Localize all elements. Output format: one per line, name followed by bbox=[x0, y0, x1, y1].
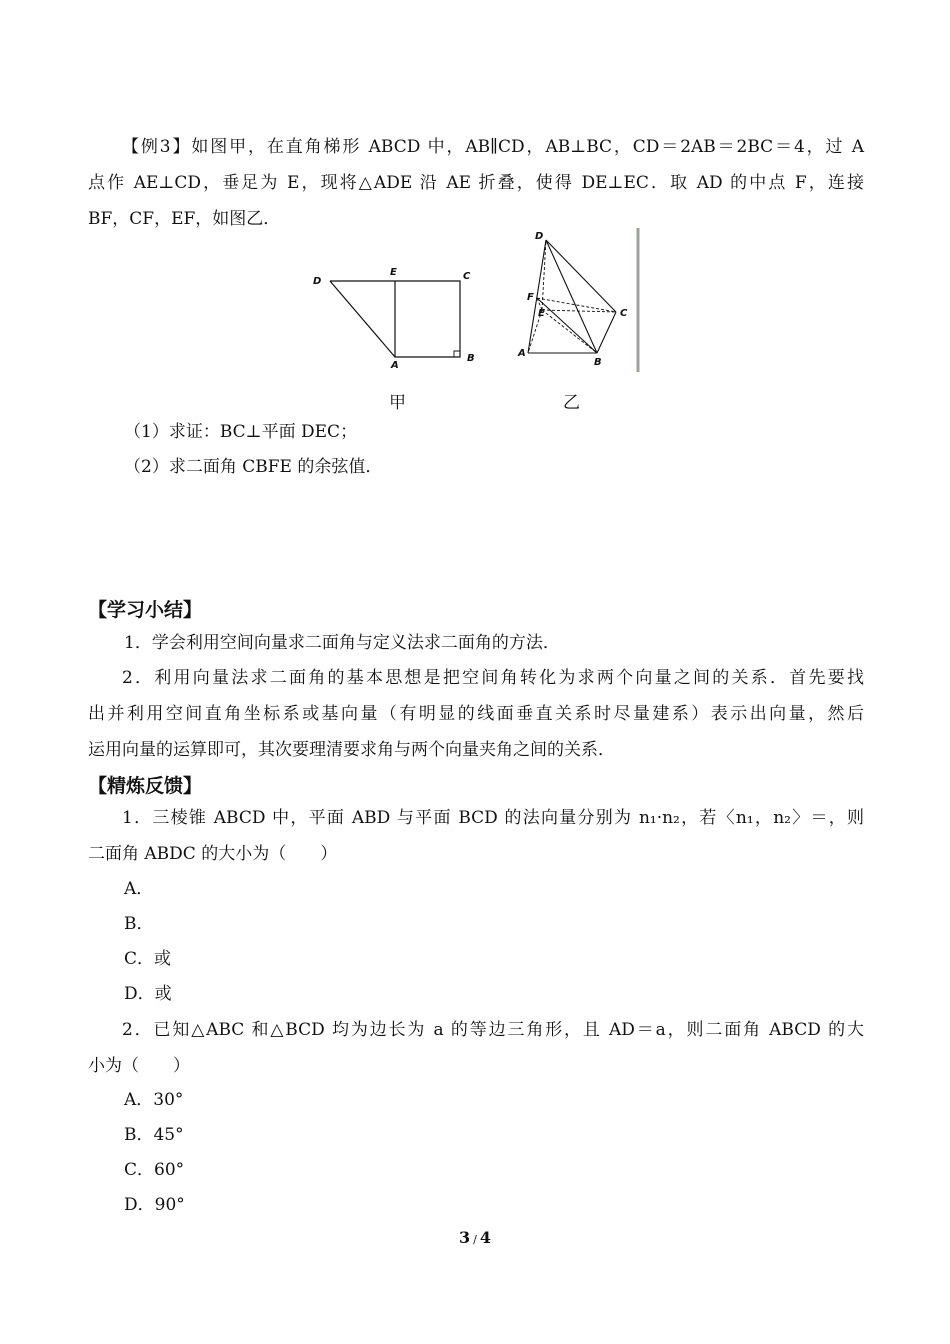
practice-q2-option-c: C．60° bbox=[124, 1160, 185, 1180]
summary-item1: 1．学会利用空间向量求二面角与定义法求二面角的方法． bbox=[124, 633, 560, 653]
page-number bbox=[0, 1228, 950, 1247]
example3-line2: 点作 AE⊥CD，垂足为 E，现将△ADE 沿 AE 折叠，使得 DE⊥EC．取 AD 的中点 F，连接 bbox=[88, 173, 864, 193]
summary-item2-line3: 运用向量的运算即可，其次要理清要求角与两个向量夹角之间的关系． bbox=[88, 740, 615, 760]
practice-q2-line2: 小为（ ） bbox=[88, 1056, 190, 1076]
summary-item2-line2: 出并利用空间直角坐标系或基向量（有明显的线面垂直关系时尽量建系）表示出向量，然后 bbox=[88, 704, 864, 724]
caption-yi: 乙 bbox=[563, 393, 580, 413]
practice-heading: 【精炼反馈】 bbox=[88, 775, 203, 797]
label-yi-F: F bbox=[527, 292, 534, 303]
practice-q2-option-a: A．30° bbox=[124, 1090, 184, 1110]
practice-q1-option-c: C．或 bbox=[124, 949, 172, 969]
summary-item2-line1: 2．利用向量法求二面角的基本思想是把空间角转化为求两个向量之间的关系．首先要找 bbox=[122, 668, 864, 688]
practice-q2-option-d: D．90° bbox=[124, 1195, 185, 1215]
example3-question2: （2）求二面角 CBFE 的余弦值． bbox=[124, 457, 383, 477]
label-jia-B: B bbox=[467, 353, 475, 364]
page-separator: / bbox=[473, 1233, 477, 1246]
practice-q2-line1: 2．已知△ABC 和△BCD 均为边长为 a 的等边三角形，且 AD＝a，则二面角 ABCD 的大 bbox=[122, 1020, 864, 1040]
label-yi-E: E bbox=[538, 308, 545, 319]
label-yi-D: D bbox=[535, 231, 544, 242]
label-jia-D: D bbox=[313, 276, 322, 287]
practice-q2-option-b: B．45° bbox=[124, 1125, 184, 1145]
page-total: 4 bbox=[479, 1228, 491, 1247]
summary-heading: 【学习小结】 bbox=[88, 599, 203, 621]
label-jia-C: C bbox=[463, 271, 471, 282]
practice-q1-option-d: D．或 bbox=[124, 984, 172, 1004]
label-yi-B: B bbox=[594, 357, 602, 368]
label-yi-C: C bbox=[620, 308, 628, 319]
practice-q1-line1: 1．三棱锥 ABCD 中，平面 ABD 与平面 BCD 的法向量分别为 n₁·n₂，若〈n₁，n₂〉＝，则 bbox=[122, 808, 864, 828]
caption-jia: 甲 bbox=[389, 393, 406, 413]
label-yi-A: A bbox=[518, 348, 526, 359]
example3-line3: BF，CF，EF，如图乙． bbox=[88, 209, 281, 229]
page-current: 3 bbox=[459, 1228, 471, 1247]
figure-yi bbox=[510, 226, 645, 374]
label-jia-A: A bbox=[391, 360, 399, 371]
practice-q1-option-b: B． bbox=[124, 914, 154, 934]
practice-q1-option-a: A． bbox=[124, 879, 154, 899]
example3-line1: 【例3】如图甲，在直角梯形 ABCD 中，AB∥CD，AB⊥BC，CD＝2AB＝2BC＝4，过 A bbox=[122, 137, 864, 157]
example3-question1: （1）求证：BC⊥平面 DEC； bbox=[124, 422, 358, 442]
label-jia-E: E bbox=[390, 267, 397, 278]
figure-jia bbox=[305, 262, 480, 372]
practice-q1-line2: 二面角 ABDC 的大小为（ ） bbox=[88, 844, 338, 864]
